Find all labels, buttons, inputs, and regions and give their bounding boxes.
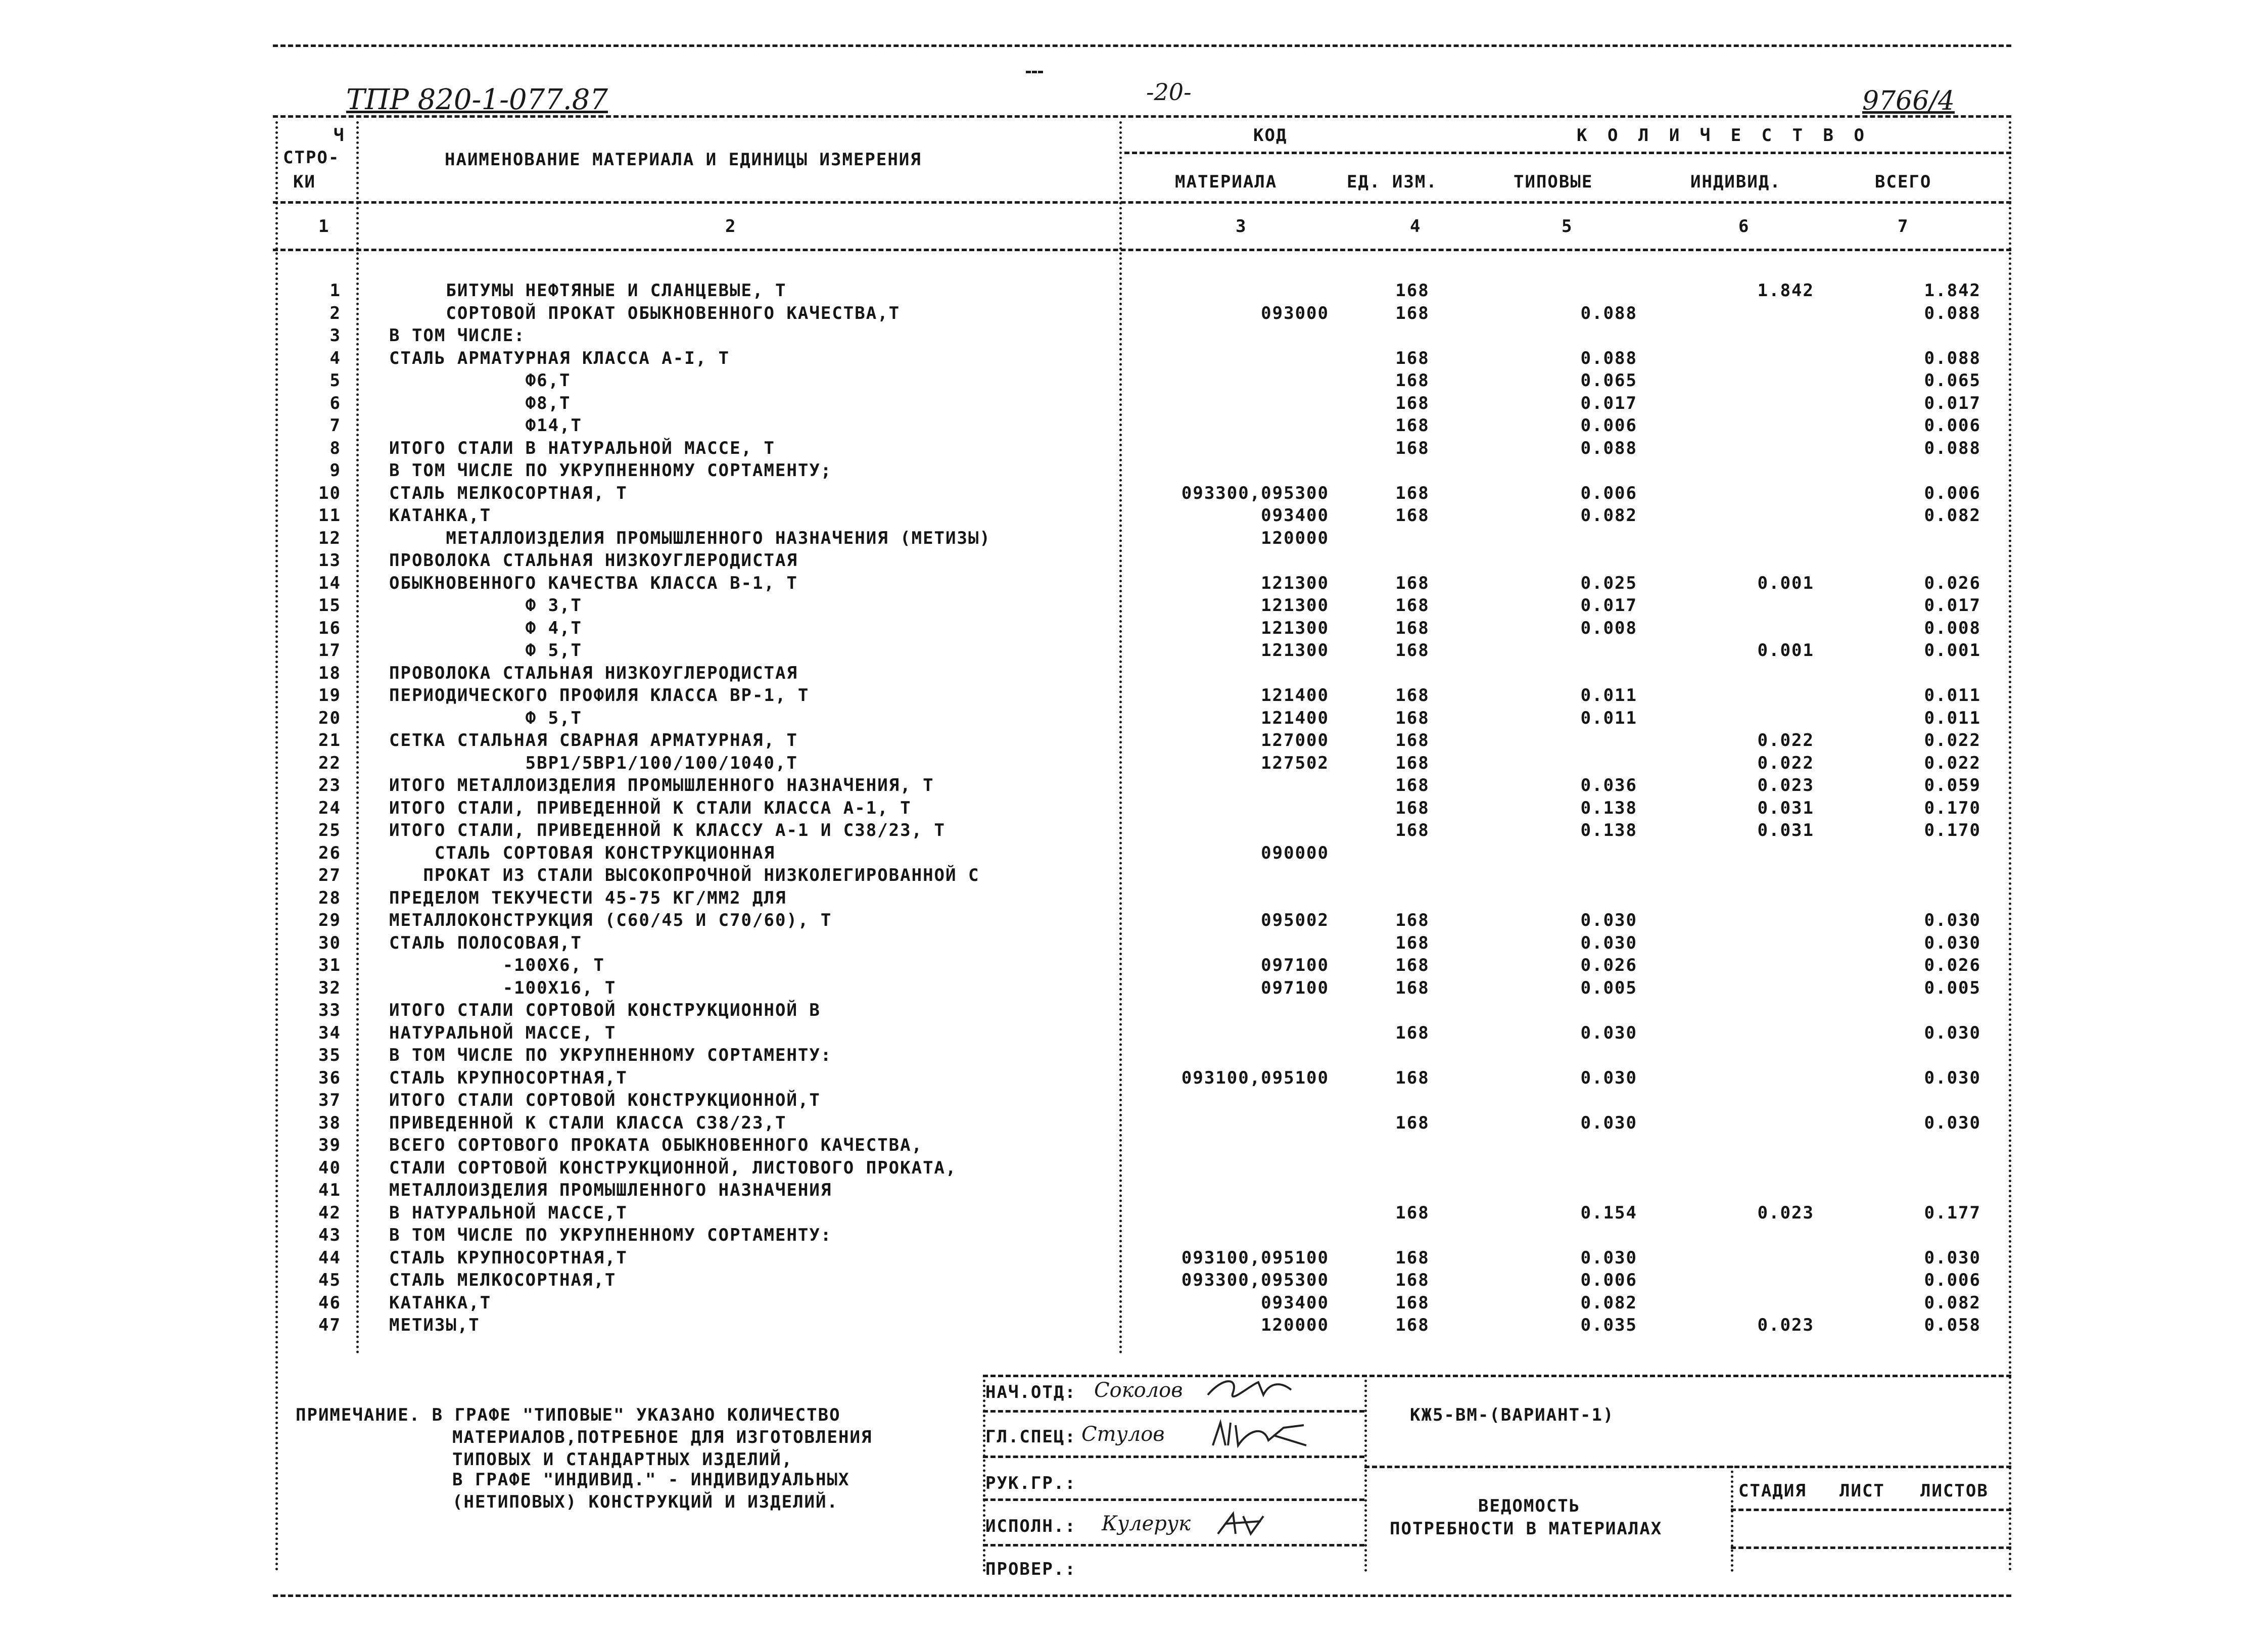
- material-name: ПРОВОЛОКА СТАЛЬНАЯ НИЗКОУГЛЕРОДИСТАЯ: [389, 663, 798, 683]
- material-name: ИТОГО СТАЛИ СОРТОВОЙ КОНСТРУКЦИОННОЙ,Т: [389, 1090, 821, 1110]
- material-name: ИТОГО СТАЛИ, ПРИВЕДЕННОЙ К КЛАССУ А-1 И С38/23, Т: [389, 820, 946, 840]
- row-number: 26: [318, 842, 341, 863]
- qty-typical: 0.005: [1580, 977, 1637, 998]
- header-inner-line: [1124, 152, 2011, 154]
- unit-code: 168: [1395, 1247, 1430, 1268]
- qty-total: 0.011: [1924, 685, 1981, 706]
- note-line-1: ПРИМЕЧАНИЕ. В ГРАФЕ "ТИПОВЫЕ" УКАЗАНО КОЛИЧЕСТВО: [296, 1405, 841, 1425]
- col-num-1: 1: [318, 216, 330, 237]
- qty-total: 0.030: [1924, 1112, 1981, 1133]
- unit-code: 168: [1395, 1202, 1430, 1223]
- qty-total: 0.170: [1924, 820, 1981, 840]
- col-rowno-3: КИ: [293, 172, 316, 192]
- row-number: 2: [329, 303, 341, 323]
- material-name: МЕТАЛЛОКОНСТРУКЦИЯ (С60/45 И С70/60), Т: [389, 910, 832, 930]
- qty-total: 0.030: [1924, 1067, 1981, 1088]
- row-number: 14: [318, 573, 341, 593]
- qty-total: 0.017: [1924, 393, 1981, 413]
- qty-typical: 0.026: [1580, 955, 1637, 975]
- material-code: 127000: [1261, 730, 1329, 750]
- note-line-3: ТИПОВЫХ И СТАНДАРТНЫХ ИЗДЕЛИЙ,: [452, 1449, 793, 1470]
- sep-after-name: [1119, 121, 1122, 1354]
- col-num-6: 6: [1738, 216, 1750, 237]
- row-number: 11: [318, 505, 341, 526]
- material-name: КАТАНКА,Т: [389, 1292, 492, 1313]
- stamp-row-line-3: [983, 1498, 1364, 1501]
- qty-total: 0.006: [1924, 415, 1981, 436]
- unit-code: 168: [1395, 1292, 1430, 1313]
- sheets-label: ЛИСТОВ: [1920, 1481, 1989, 1501]
- stage-row-line: [1731, 1509, 2011, 1511]
- qty-typical: 0.006: [1580, 415, 1637, 436]
- nach-otd-name: Соколов: [1094, 1379, 1183, 1402]
- material-name: Ф 5,Т: [389, 708, 582, 728]
- row-number: 39: [318, 1135, 341, 1155]
- qty-individual: 0.001: [1757, 573, 1814, 593]
- row-number: 9: [329, 460, 341, 481]
- material-name: -100Х16, Т: [389, 977, 617, 998]
- row-number: 18: [318, 663, 341, 683]
- qty-total: 0.082: [1924, 505, 1981, 526]
- col-num-3: 3: [1236, 216, 1247, 237]
- unit-code: 168: [1395, 730, 1430, 750]
- doc-code: ТПР 820-1-077.87: [346, 83, 608, 116]
- material-name: В ТОМ ЧИСЛЕ:: [389, 325, 526, 346]
- unit-code: 168: [1395, 955, 1430, 975]
- ispoln-label: ИСПОЛН.:: [985, 1516, 1076, 1536]
- stamp-row-line-4: [983, 1544, 1364, 1546]
- archive-number: 9766/4: [1862, 86, 1955, 116]
- note-line-4: В ГРАФЕ "ИНДИВИД." - ИНДИВИДУАЛЬНЫХ: [452, 1470, 850, 1490]
- nach-otd-label: НАЧ.ОТД:: [985, 1382, 1076, 1402]
- unit-code: 168: [1395, 685, 1430, 706]
- unit-code: 168: [1395, 1270, 1430, 1290]
- material-code: 127502: [1261, 753, 1329, 773]
- unit-code: 168: [1395, 393, 1430, 413]
- material-code: 121300: [1261, 595, 1329, 616]
- unit-code: 168: [1395, 820, 1430, 840]
- qty-typical: 0.035: [1580, 1315, 1637, 1335]
- bottom-border: [273, 1594, 2011, 1597]
- sheet-label: ЛИСТ: [1839, 1481, 1885, 1501]
- unit-code: 168: [1395, 1315, 1430, 1335]
- qty-individual: 0.023: [1757, 775, 1814, 795]
- row-number: 47: [318, 1315, 341, 1335]
- col-num-5: 5: [1562, 216, 1573, 237]
- col-material: МАТЕРИАЛА: [1175, 172, 1278, 192]
- row-number: 44: [318, 1247, 341, 1268]
- row-number: 17: [318, 640, 341, 661]
- material-code: 097100: [1261, 955, 1329, 975]
- qty-typical: 0.138: [1580, 820, 1637, 840]
- qty-typical: 0.008: [1580, 618, 1637, 638]
- material-name: СОРТОВОЙ ПРОКАТ ОБЫКНОВЕННОГО КАЧЕСТВА,Т: [389, 303, 901, 323]
- row-number: 37: [318, 1090, 341, 1110]
- row-number: 45: [318, 1270, 341, 1290]
- col-rowno-1: Ч: [334, 125, 345, 146]
- material-name: ПРОКАТ ИЗ СТАЛИ ВЫСОКОПРОЧНОЙ НИЗКОЛЕГИРОВАННОЙ С: [389, 865, 980, 885]
- material-name: В ТОМ ЧИСЛЕ ПО УКРУПНЕННОМУ СОРТАМЕНТУ;: [389, 460, 832, 481]
- row-number: 38: [318, 1112, 341, 1133]
- note-line-2: МАТЕРИАЛОВ,ПОТРЕБНОЕ ДЛЯ ИЗГОТОВЛЕНИЯ: [452, 1427, 873, 1447]
- material-name: ИТОГО СТАЛИ СОРТОВОЙ КОНСТРУКЦИОННОЙ В: [389, 1000, 821, 1020]
- qty-total: 0.059: [1924, 775, 1981, 795]
- unit-code: 168: [1395, 348, 1430, 368]
- unit-code: 168: [1395, 640, 1430, 661]
- unit-code: 168: [1395, 618, 1430, 638]
- stamp-names-border: [1364, 1375, 1367, 1572]
- material-name: ПРОВОЛОКА СТАЛЬНАЯ НИЗКОУГЛЕРОДИСТАЯ: [389, 550, 798, 571]
- row-number: 24: [318, 797, 341, 818]
- unit-code: 168: [1395, 415, 1430, 436]
- header-bottom-line: [273, 201, 2011, 204]
- material-name: СТАЛЬ МЕЛКОСОРТНАЯ,Т: [389, 1270, 617, 1290]
- material-name: В ТОМ ЧИСЛЕ ПО УКРУПНЕННОМУ СОРТАМЕНТУ:: [389, 1225, 832, 1245]
- qty-total: 0.008: [1924, 618, 1981, 638]
- row-number: 29: [318, 910, 341, 930]
- stamp-row-line-1: [983, 1410, 1364, 1413]
- note-line-5: (НЕТИПОВЫХ) КОНСТРУКЦИЙ И ИЗДЕЛИЙ.: [452, 1492, 838, 1512]
- material-code: 121300: [1261, 640, 1329, 661]
- qty-total: 0.030: [1924, 1247, 1981, 1268]
- col-name: НАИМЕНОВАНИЕ МАТЕРИАЛА И ЕДИНИЦЫ ИЗМЕРЕНИЯ: [445, 150, 922, 170]
- col-individual: ИНДИВИД.: [1690, 172, 1781, 192]
- ruk-gr-label: РУК.ГР.:: [985, 1473, 1076, 1493]
- row-number: 3: [329, 325, 341, 346]
- qty-total: 0.088: [1924, 438, 1981, 458]
- qty-typical: 0.138: [1580, 797, 1637, 818]
- qty-total: 0.026: [1924, 955, 1981, 975]
- unit-code: 168: [1395, 303, 1430, 323]
- stamp-top-line: [983, 1375, 2011, 1377]
- material-name: ИТОГО МЕТАЛЛОИЗДЕЛИЯ ПРОМЫШЛЕННОГО НАЗНАЧЕНИЯ, Т: [389, 775, 934, 795]
- unit-code: 168: [1395, 573, 1430, 593]
- unit-code: 168: [1395, 280, 1430, 301]
- material-code: 121300: [1261, 573, 1329, 593]
- material-name: ПРИВЕДЕННОЙ К СТАЛИ КЛАССА С38/23,Т: [389, 1112, 787, 1133]
- qty-typical: 0.025: [1580, 573, 1637, 593]
- row-number: 46: [318, 1292, 341, 1313]
- row-number: 22: [318, 753, 341, 773]
- qty-typical: 0.088: [1580, 303, 1637, 323]
- unit-code: 168: [1395, 1022, 1430, 1043]
- material-name: МЕТАЛЛОИЗДЕЛИЯ ПРОМЫШЛЕННОГО НАЗНАЧЕНИЯ: [389, 1180, 832, 1200]
- qty-typical: 0.017: [1580, 393, 1637, 413]
- qty-total: 0.011: [1924, 708, 1981, 728]
- material-code: 097100: [1261, 977, 1329, 998]
- qty-individual: 0.023: [1757, 1202, 1814, 1223]
- col-num-2: 2: [725, 216, 737, 237]
- row-number: 19: [318, 685, 341, 706]
- row-number: 33: [318, 1000, 341, 1020]
- row-number: 15: [318, 595, 341, 616]
- col-num-4: 4: [1410, 216, 1422, 237]
- material-name: МЕТИЗЫ,Т: [389, 1315, 480, 1335]
- row-number: 34: [318, 1022, 341, 1043]
- qty-total: 0.030: [1924, 1022, 1981, 1043]
- doc-mark: КЖ5-ВМ-(ВАРИАНТ-1): [1410, 1405, 1615, 1425]
- qty-individual: 0.022: [1757, 753, 1814, 773]
- row-number: 31: [318, 955, 341, 975]
- doc-title-line-2: ПОТРЕБНОСТИ В МАТЕРИАЛАХ: [1390, 1519, 1663, 1539]
- material-code: 090000: [1261, 842, 1329, 863]
- qty-typical: 0.030: [1580, 1067, 1637, 1088]
- qty-typical: 0.030: [1580, 1112, 1637, 1133]
- material-code: 095002: [1261, 910, 1329, 930]
- header-line: [273, 115, 2011, 118]
- material-name: Ф8,Т: [389, 393, 571, 413]
- qty-typical: 0.154: [1580, 1202, 1637, 1223]
- material-code: 093400: [1261, 1292, 1329, 1313]
- qty-typical: 0.065: [1580, 370, 1637, 391]
- row-number: 8: [329, 438, 341, 458]
- qty-individual: 0.001: [1757, 640, 1814, 661]
- material-code: 121300: [1261, 618, 1329, 638]
- row-number: 20: [318, 708, 341, 728]
- stamp-row-line-2: [983, 1456, 1364, 1458]
- qty-typical: 0.088: [1580, 348, 1637, 368]
- qty-individual: 0.031: [1757, 797, 1814, 818]
- qty-typical: 0.011: [1580, 708, 1637, 728]
- page-number: -20-: [1146, 78, 1192, 106]
- gl-spec-name: Стулов: [1081, 1423, 1165, 1446]
- qty-individual: 0.023: [1757, 1315, 1814, 1335]
- row-number: 25: [318, 820, 341, 840]
- row-number: 30: [318, 932, 341, 953]
- material-name: 5ВР1/5ВР1/100/100/1040,Т: [389, 753, 798, 773]
- row-number: 12: [318, 528, 341, 548]
- nach-otd-signature: [1203, 1375, 1299, 1410]
- gl-spec-label: ГЛ.СПЕЦ:: [985, 1427, 1076, 1447]
- unit-code: 168: [1395, 1067, 1430, 1088]
- material-code: 093100,095100: [1181, 1247, 1329, 1268]
- right-border: [2009, 121, 2011, 1572]
- unit-code: 168: [1395, 483, 1430, 503]
- qty-individual: 1.842: [1757, 280, 1814, 301]
- qty-typical: 0.011: [1580, 685, 1637, 706]
- unit-code: 168: [1395, 595, 1430, 616]
- row-number: 13: [318, 550, 341, 571]
- material-code: 093100,095100: [1181, 1067, 1329, 1088]
- row-number: 27: [318, 865, 341, 885]
- qty-total: 0.006: [1924, 1270, 1981, 1290]
- material-name: Ф 4,Т: [389, 618, 582, 638]
- material-name: БИТУМЫ НЕФТЯНЫЕ И СЛАНЦЕВЫЕ, Т: [389, 280, 787, 301]
- qty-total: 0.058: [1924, 1315, 1981, 1335]
- unit-code: 168: [1395, 775, 1430, 795]
- material-code: 093400: [1261, 505, 1329, 526]
- material-name: НАТУРАЛЬНОЙ МАССЕ, Т: [389, 1022, 617, 1043]
- material-code: 120000: [1261, 1315, 1329, 1335]
- qty-individual: 0.031: [1757, 820, 1814, 840]
- stage-label: СТАДИЯ: [1738, 1481, 1807, 1501]
- doc-title-line-1: ВЕДОМОСТЬ: [1478, 1496, 1581, 1516]
- material-name: ОБЫКНОВЕННОГО КАЧЕСТВА КЛАССА В-1, Т: [389, 573, 798, 593]
- qty-typical: 0.006: [1580, 483, 1637, 503]
- material-name: Ф14,Т: [389, 415, 582, 436]
- material-name: СТАЛИ СОРТОВОЙ КОНСТРУКЦИОННОЙ, ЛИСТОВОГО ПРОКАТА,: [389, 1157, 957, 1178]
- material-code: 093000: [1261, 303, 1329, 323]
- qty-typical: 0.006: [1580, 1270, 1637, 1290]
- row-number: 23: [318, 775, 341, 795]
- stage-bottom-line: [1731, 1546, 2011, 1549]
- qty-total: 0.082: [1924, 1292, 1981, 1313]
- sep-after-rowno: [356, 121, 359, 1354]
- row-number: 28: [318, 887, 341, 908]
- qty-individual: 0.022: [1757, 730, 1814, 750]
- row-number: 7: [329, 415, 341, 436]
- qty-total: 0.001: [1924, 640, 1981, 661]
- material-name: МЕТАЛЛОИЗДЕЛИЯ ПРОМЫШЛЕННОГО НАЗНАЧЕНИЯ (МЕТИЗЫ): [389, 528, 991, 548]
- qty-typical: 0.030: [1580, 932, 1637, 953]
- unit-code: 168: [1395, 1112, 1430, 1133]
- material-name: СТАЛЬ ПОЛОСОВАЯ,Т: [389, 932, 582, 953]
- qty-total: 0.030: [1924, 910, 1981, 930]
- nums-bottom-line: [273, 249, 2011, 251]
- material-name: СТАЛЬ СОРТОВАЯ КОНСТРУКЦИОННАЯ: [389, 842, 775, 863]
- material-name: Ф 3,Т: [389, 595, 582, 616]
- row-number: 21: [318, 730, 341, 750]
- qty-typical: 0.017: [1580, 595, 1637, 616]
- qty-total: 0.022: [1924, 753, 1981, 773]
- material-name: -100Х6, Т: [389, 955, 605, 975]
- qty-total: 0.065: [1924, 370, 1981, 391]
- col-qty-group: К О Л И Ч Е С Т В О: [1577, 125, 1869, 146]
- qty-total: 0.026: [1924, 573, 1981, 593]
- row-number: 5: [329, 370, 341, 391]
- unit-code: 168: [1395, 977, 1430, 998]
- col-total: ВСЕГО: [1875, 172, 1932, 192]
- material-name: В НАТУРАЛЬНОЙ МАССЕ,Т: [389, 1202, 628, 1223]
- prover-label: ПРОВЕР.:: [985, 1559, 1076, 1579]
- material-name: ИТОГО СТАЛИ, ПРИВЕДЕННОЙ К СТАЛИ КЛАССА А-1, Т: [389, 797, 912, 818]
- qty-typical: 0.036: [1580, 775, 1637, 795]
- qty-total: 0.017: [1924, 595, 1981, 616]
- unit-code: 168: [1395, 438, 1430, 458]
- col-rowno-2: СТРО-: [283, 148, 340, 168]
- unit-code: 168: [1395, 932, 1430, 953]
- unit-code: 168: [1395, 797, 1430, 818]
- material-name: КАТАНКА,Т: [389, 505, 492, 526]
- col-unit: ЕД. ИЗМ.: [1347, 172, 1438, 192]
- row-number: 41: [318, 1180, 341, 1200]
- qty-typical: 0.082: [1580, 505, 1637, 526]
- row-number: 36: [318, 1067, 341, 1088]
- material-name: ПРЕДЕЛОМ ТЕКУЧЕСТИ 45-75 КГ/ММ2 ДЛЯ: [389, 887, 787, 908]
- row-number: 1: [329, 280, 341, 301]
- material-name: СЕТКА СТАЛЬНАЯ СВАРНАЯ АРМАТУРНАЯ, Т: [389, 730, 798, 750]
- row-number: 32: [318, 977, 341, 998]
- material-name: Ф6,Т: [389, 370, 571, 391]
- qty-typical: 0.030: [1580, 1022, 1637, 1043]
- qty-total: 0.006: [1924, 483, 1981, 503]
- unit-code: 168: [1395, 708, 1430, 728]
- stage-border: [1731, 1466, 1733, 1572]
- col-num-7: 7: [1898, 216, 1909, 237]
- qty-total: 0.170: [1924, 797, 1981, 818]
- unit-code: 168: [1395, 505, 1430, 526]
- unit-code: 168: [1395, 910, 1430, 930]
- row-number: 6: [329, 393, 341, 413]
- material-code: 121400: [1261, 708, 1329, 728]
- qty-total: 0.177: [1924, 1202, 1981, 1223]
- row-number: 10: [318, 483, 341, 503]
- ispoln-signature: [1213, 1506, 1273, 1541]
- qty-typical: 0.030: [1580, 1247, 1637, 1268]
- material-name: В ТОМ ЧИСЛЕ ПО УКРУПНЕННОМУ СОРТАМЕНТУ:: [389, 1045, 832, 1065]
- top-border-dashes: [273, 44, 2011, 47]
- qty-total: 0.088: [1924, 303, 1981, 323]
- material-code: 120000: [1261, 528, 1329, 548]
- left-border: [275, 121, 278, 1572]
- gl-spec-signature: [1208, 1415, 1314, 1456]
- row-number: 16: [318, 618, 341, 638]
- material-name: ИТОГО СТАЛИ В НАТУРАЛЬНОЙ МАССЕ, Т: [389, 438, 775, 458]
- material-name: СТАЛЬ МЕЛКОСОРТНАЯ, Т: [389, 483, 628, 503]
- row-number: 4: [329, 348, 341, 368]
- row-number: 40: [318, 1157, 341, 1178]
- material-name: СТАЛЬ АРМАТУРНАЯ КЛАССА А-I, Т: [389, 348, 730, 368]
- qty-total: 0.005: [1924, 977, 1981, 998]
- material-name: Ф 5,Т: [389, 640, 582, 661]
- material-name: ВСЕГО СОРТОВОГО ПРОКАТА ОБЫКНОВЕННОГО КАЧЕСТВА,: [389, 1135, 923, 1155]
- qty-typical: 0.082: [1580, 1292, 1637, 1313]
- material-code: 093300,095300: [1181, 483, 1329, 503]
- material-name: ПЕРИОДИЧЕСКОГО ПРОФИЛЯ КЛАССА ВР-1, Т: [389, 685, 810, 706]
- qty-total: 1.842: [1924, 280, 1981, 301]
- col-typical: ТИПОВЫЕ: [1514, 172, 1593, 192]
- row-number: 42: [318, 1202, 341, 1223]
- material-name: СТАЛЬ КРУПНОСОРТНАЯ,Т: [389, 1067, 628, 1088]
- col-code-group: КОД: [1253, 125, 1288, 146]
- row-number: 43: [318, 1225, 341, 1245]
- qty-total: 0.088: [1924, 348, 1981, 368]
- qty-total: 0.022: [1924, 730, 1981, 750]
- ispoln-name: Кулерук: [1102, 1512, 1191, 1535]
- unit-code: 168: [1395, 370, 1430, 391]
- top-mark: [1026, 71, 1043, 73]
- material-code: 121400: [1261, 685, 1329, 706]
- stamp-mid-line: [1364, 1466, 2011, 1468]
- material-name: СТАЛЬ КРУПНОСОРТНАЯ,Т: [389, 1247, 628, 1268]
- qty-typical: 0.088: [1580, 438, 1637, 458]
- qty-typical: 0.030: [1580, 910, 1637, 930]
- unit-code: 168: [1395, 753, 1430, 773]
- row-number: 35: [318, 1045, 341, 1065]
- material-code: 093300,095300: [1181, 1270, 1329, 1290]
- qty-total: 0.030: [1924, 932, 1981, 953]
